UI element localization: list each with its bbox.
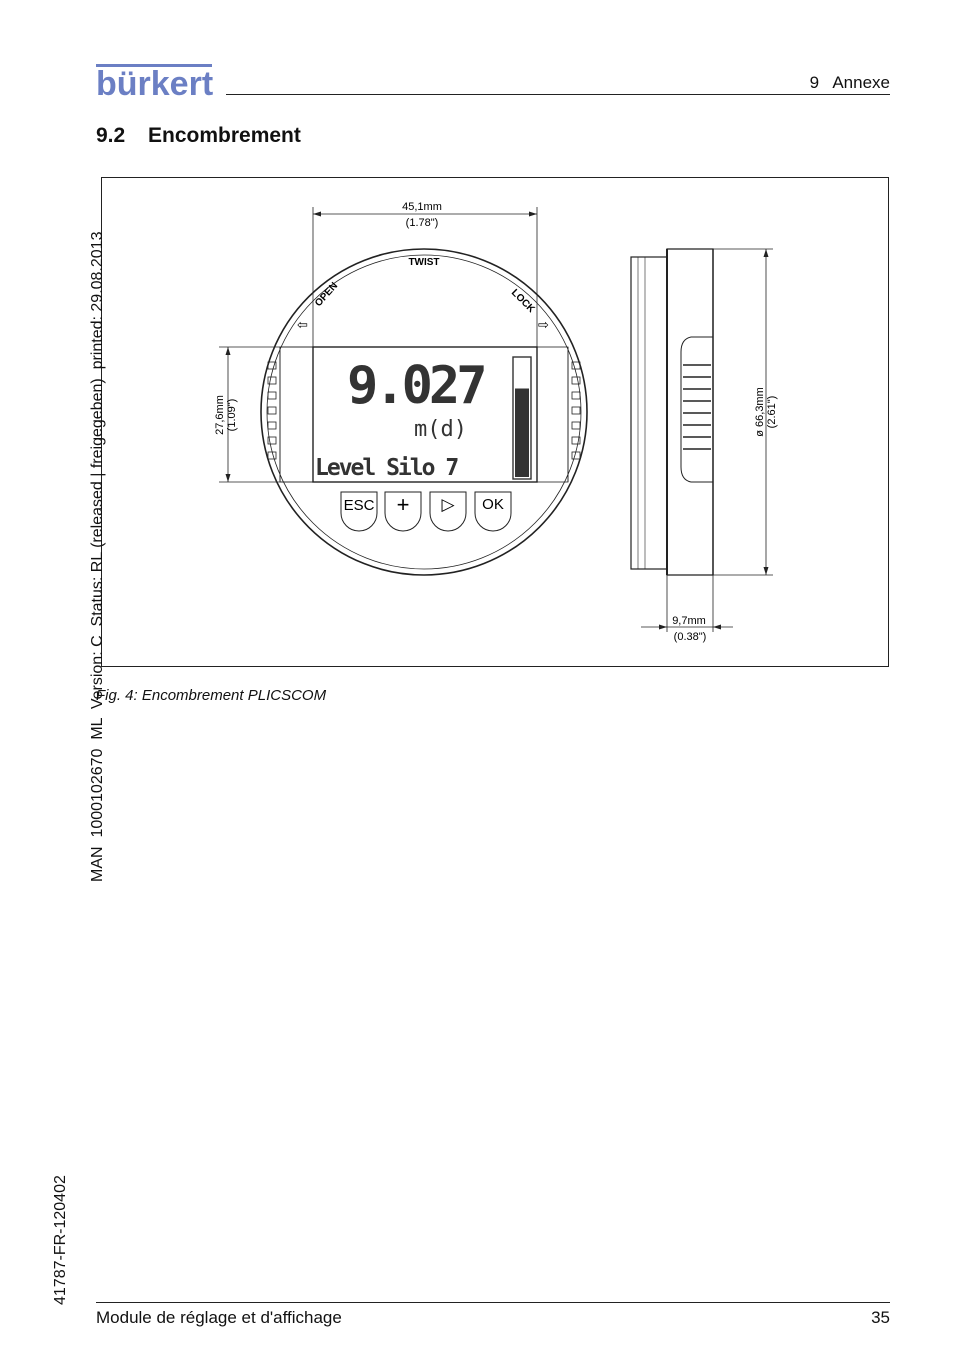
footer-rule: [96, 1302, 890, 1303]
plus-button[interactable]: [385, 492, 421, 531]
width-mm-label: 45,1mm: [402, 201, 442, 213]
figure-caption: Fig. 4: Encombrement PLICSCOM: [96, 687, 327, 704]
esc-button-label: ESC: [343, 497, 375, 514]
height-in-label: (1.09"): [226, 398, 238, 432]
section-number: 9.2: [96, 124, 126, 147]
twist-label: TWIST: [408, 257, 440, 268]
side-doc-info: MAN 1000102670 ML Version: C Status: RL (released | freigegeben) printed: 29.08.2013: [89, 231, 106, 882]
section-title: [96, 124, 301, 148]
plicscom-drawing: [101, 177, 889, 667]
page-number: 35: [871, 1308, 890, 1327]
depth-in-label: (0.38"): [673, 631, 707, 643]
display-unit: m(d): [414, 417, 467, 442]
height-mm-label: 27,6mm: [214, 395, 226, 435]
ok-button-label: OK: [482, 496, 504, 513]
header-chapter: 9 Annexe: [809, 73, 890, 92]
front-view: [261, 249, 587, 575]
diameter-dimension: [713, 249, 778, 575]
plus-button-label: +: [396, 492, 410, 517]
side-doc-id: 41787-FR-120402: [52, 1175, 69, 1305]
esc-button[interactable]: [341, 492, 377, 531]
ok-button[interactable]: [475, 492, 511, 531]
right-grip: [568, 347, 580, 482]
level-bar-fill: [515, 389, 529, 478]
diameter-in-label: (2.61"): [766, 395, 778, 429]
side-view: [631, 249, 713, 575]
lock-label: LOCK: [508, 287, 537, 316]
section-heading: Encombrement: [148, 124, 301, 147]
width-dimension: [313, 201, 537, 347]
right-button-label: ▷: [441, 495, 455, 514]
depth-mm-label: 9,7mm: [672, 615, 706, 627]
left-grip: [268, 347, 280, 482]
burkert-logo: [96, 60, 216, 100]
open-label: OPEN: [313, 280, 341, 310]
logo-wordmark: bürkert: [96, 65, 214, 100]
depth-dimension: [641, 575, 733, 643]
header-rule: [226, 94, 890, 95]
footer-title: Module de réglage et d'affichage: [96, 1308, 342, 1327]
display-label: Level Silo 7: [315, 455, 458, 481]
height-dimension: [214, 347, 313, 482]
open-arrow-icon: ⇦: [297, 317, 308, 332]
width-in-label: (1.78"): [405, 217, 439, 229]
right-button[interactable]: [430, 492, 466, 531]
lock-arrow-icon: ⇨: [538, 317, 549, 332]
diameter-mm-label: ø 66,3mm: [754, 387, 766, 437]
display-value: 9.027: [347, 356, 484, 416]
